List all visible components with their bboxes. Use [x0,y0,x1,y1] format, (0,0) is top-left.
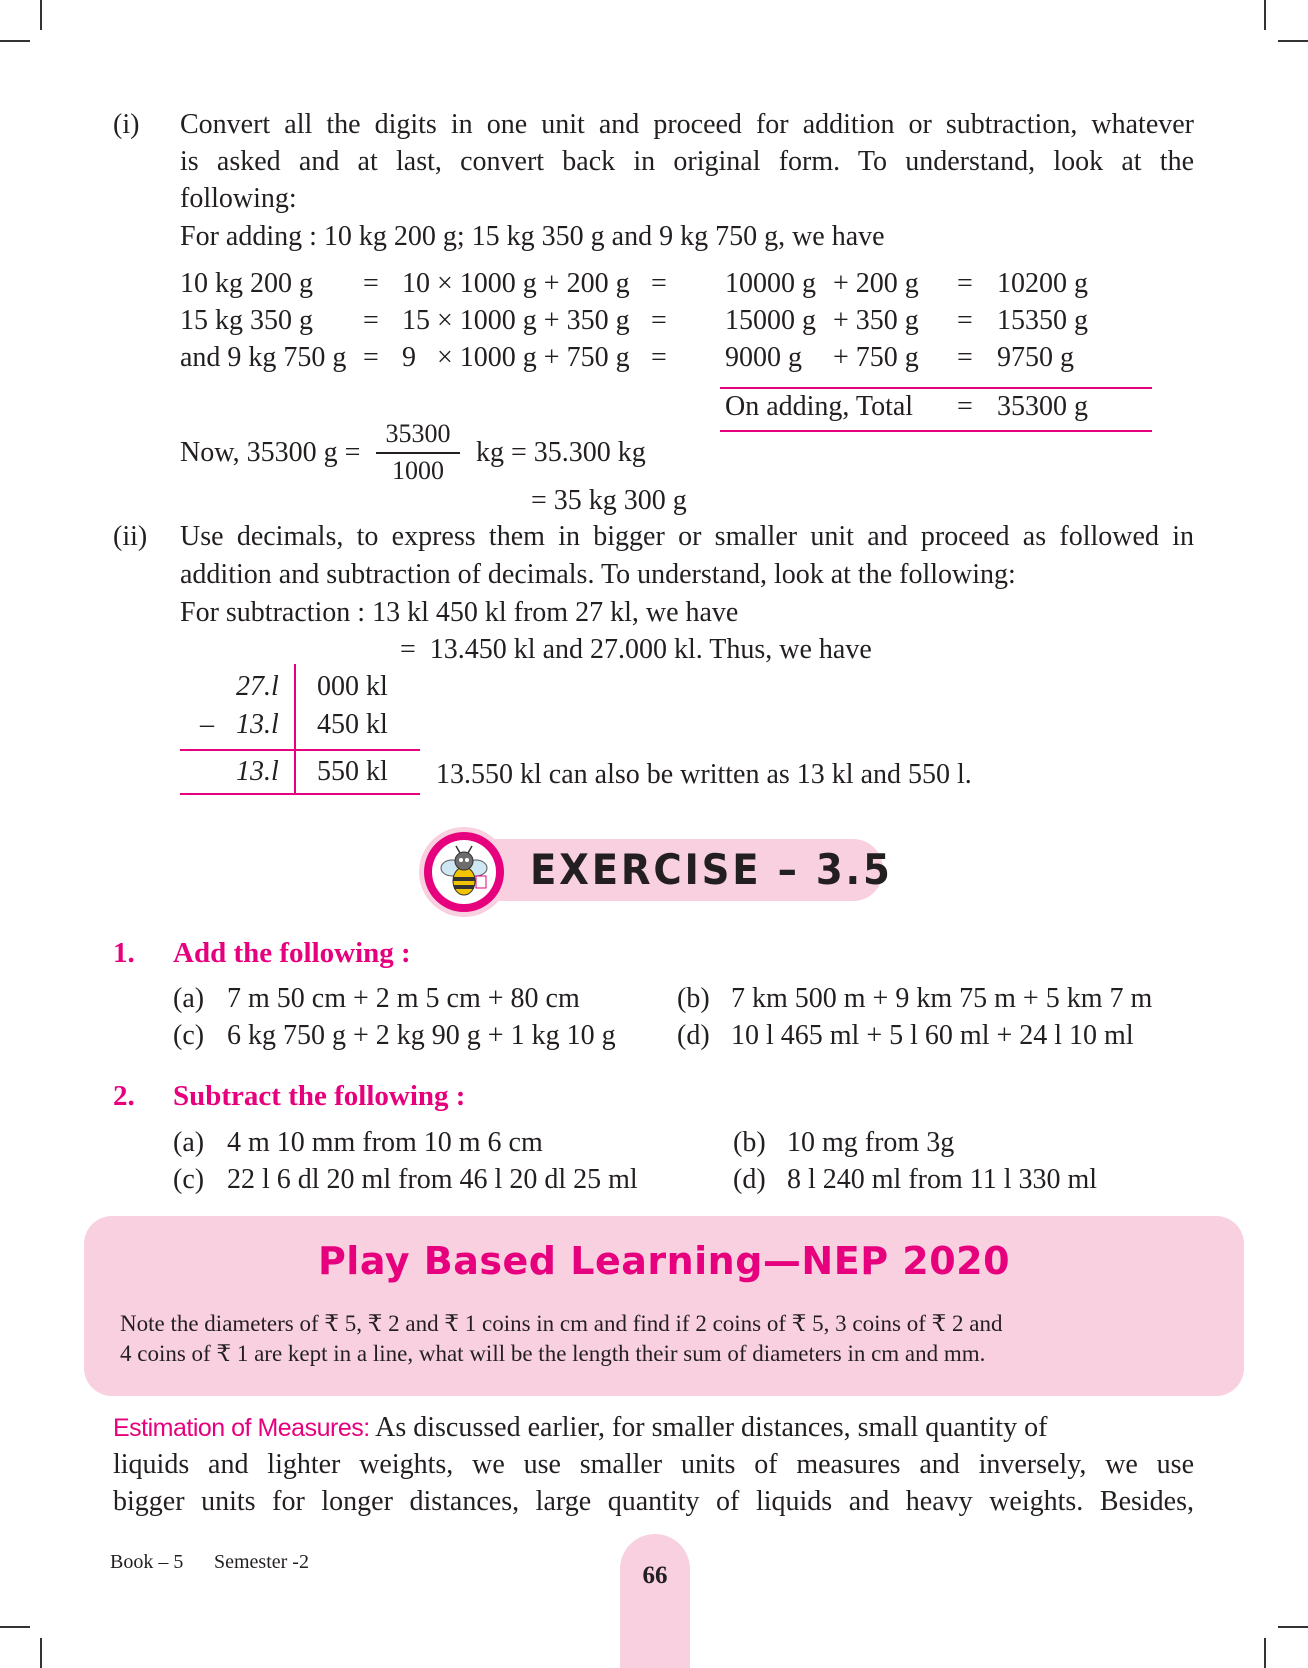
now-suffix: kg = 35.300 kg [476,437,646,468]
method-i-line: is asked and at last, convert back in original form. To understand, look at the [180,146,1194,177]
exercise-title: EXERCISE – 3.5 [530,845,893,894]
item-text: 10 l 465 ml + 5 l 60 ml + 24 l 10 ml [731,1020,1134,1051]
item-text: 8 l 240 ml from 11 l 330 ml [787,1164,1098,1195]
item-label: (b) [677,983,710,1014]
estimation-line: liquids and lighter weights, we use smaller units of measures and inversely, we use [113,1449,1194,1480]
method-i-line: Convert all the digits in one unit and proceed for addition or subtraction, whatever [180,109,1194,140]
item-label: (c) [173,1020,205,1051]
table-divider [294,664,296,794]
bee-mascot-icon [432,840,496,904]
crop-mark [1278,40,1308,42]
footer-book: Book – 5 [110,1551,184,1573]
minus-sign: – [200,709,214,740]
equals-line: = 13.450 kl and 27.000 kl. Thus, we have [400,634,872,665]
total-label: On adding, Total [725,391,914,422]
fraction-numerator: 35300 [385,419,451,448]
item-label: (b) [733,1127,766,1158]
table-left: 13.l [236,709,279,740]
table-left: 27.l [236,671,279,702]
method-i-line: following: [180,183,297,214]
estimation-text: As discussed earlier, for smaller distances, small quantity of [375,1412,1048,1443]
row-equals: = [957,268,973,299]
play-based-line: Note the diameters of ₹ 5, ₹ 2 and ₹ 1 coins in cm and find if 2 coins of ₹ 5, 3 coins of ₹ 2 and [120,1311,1003,1336]
page-number-tab [620,1534,690,1668]
row-equals: = [651,305,667,336]
estimation-heading: Estimation of Measures: [113,1414,370,1442]
row-lhs: and 9 kg 750 g [180,342,347,373]
exercise-badge [424,832,504,912]
row-mid: 9 × 1000 g + 750 g [402,342,630,373]
item-text: 7 m 50 cm + 2 m 5 cm + 80 cm [227,983,580,1014]
item-text: 4 m 10 mm from 10 m 6 cm [227,1127,543,1158]
row-add: + 350 g [833,305,919,336]
row-equals: = [957,342,973,373]
method-ii-line: Use decimals, to express them in bigger or smaller unit and proceed as followed in [180,521,1194,552]
table-right: 550 kl [317,756,388,787]
crop-mark [0,40,30,42]
method-i-marker: (i) [113,109,140,140]
now-prefix: Now, 35300 g = [180,437,361,468]
item-label: (d) [677,1020,710,1051]
result-note: 13.550 kl can also be written as 13 kl and 550 l. [436,759,972,790]
row-equals: = [651,342,667,373]
row-result: 9750 g [997,342,1074,373]
question-number: 2. [113,1080,135,1112]
row-mid: 10 × 1000 g + 200 g [402,268,630,299]
row-equals: = [363,305,379,336]
row-grams: 9000 g [725,342,802,373]
item-text: 7 km 500 m + 9 km 75 m + 5 km 7 m [731,983,1153,1014]
table-right: 000 kl [317,671,388,702]
row-equals: = [957,305,973,336]
row-add: + 750 g [833,342,919,373]
row-lhs: 10 kg 200 g [180,268,313,299]
footer-semester: Semester -2 [214,1551,309,1573]
total-equals: = [957,391,973,422]
method-ii-marker: (ii) [113,521,148,552]
table-rule-top [180,749,420,751]
for-subtraction-line: For subtraction : 13 kl 450 kl from 27 kl, we have [180,597,739,628]
item-label: (d) [733,1164,766,1195]
estimation-paragraph-line [113,1409,1194,1447]
item-text: 22 l 6 dl 20 ml from 46 l 20 dl 25 ml [227,1164,638,1195]
total-value: 35300 g [997,391,1088,422]
crop-mark [40,0,42,30]
estimation-line: bigger units for longer distances, large quantity of liquids and heavy weights. Besides, [113,1486,1194,1517]
play-based-line: 4 coins of ₹ 1 are kept in a line, what will be the length their sum of diameters in cm and mm. [120,1341,986,1366]
row-lhs: 15 kg 350 g [180,305,313,336]
page-number: 66 [642,1562,668,1589]
question-title: Add the following : [173,937,411,969]
question-number: 1. [113,937,135,969]
item-label: (c) [173,1164,205,1195]
fraction-denominator: 1000 [392,456,444,485]
total-rule-bottom [720,430,1152,432]
row-result: 15350 g [997,305,1088,336]
crop-mark [0,1626,30,1628]
item-text: 6 kg 750 g + 2 kg 90 g + 1 kg 10 g [227,1020,616,1051]
question-title: Subtract the following : [173,1080,466,1112]
row-add: + 200 g [833,268,919,299]
method-ii-line: addition and subtraction of decimals. To understand, look at the following: [180,559,1016,590]
row-grams: 10000 g [725,268,816,299]
row-grams: 15000 g [725,305,816,336]
row-equals: = [363,342,379,373]
table-right: 450 kl [317,709,388,740]
fraction-bar [376,452,460,454]
crop-mark [1278,1626,1308,1628]
row-mid: 15 × 1000 g + 350 g [402,305,630,336]
play-based-title: Play Based Learning—NEP 2020 [317,1239,1011,1283]
crop-mark [1264,0,1266,30]
item-label: (a) [173,1127,205,1158]
item-text: 10 mg from 3g [787,1127,955,1158]
item-label: (a) [173,983,205,1014]
row-equals: = [651,268,667,299]
table-rule-bottom [180,793,420,795]
table-left: 13.l [236,756,279,787]
row-result: 10200 g [997,268,1088,299]
crop-mark [1264,1638,1266,1668]
final-result: = 35 kg 300 g [531,485,687,516]
row-equals: = [363,268,379,299]
for-adding-line: For adding : 10 kg 200 g; 15 kg 350 g and 9 kg 750 g, we have [180,221,885,252]
crop-mark [40,1638,42,1668]
